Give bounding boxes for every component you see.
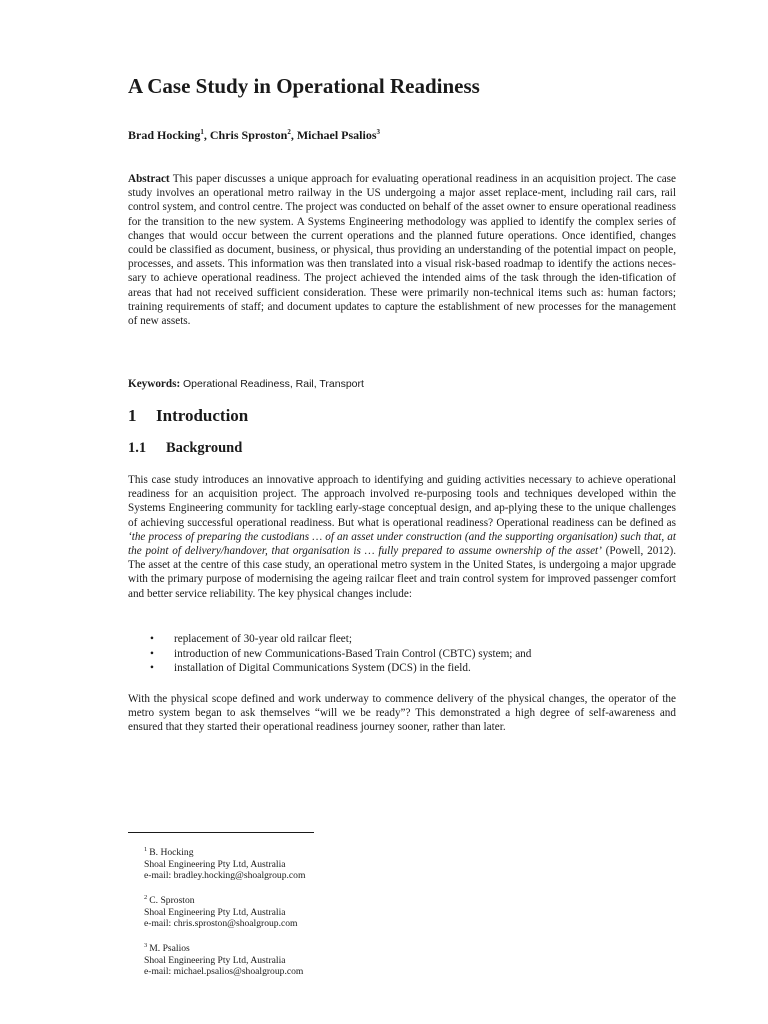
abstract [128, 172, 676, 328]
author-footnote-mark: 3 [376, 128, 380, 136]
abstract-label: Abstract [128, 173, 170, 185]
footnote-affiliation: Shoal Engineering Pty Ltd, Australia [144, 906, 286, 918]
bullet-symbol: • [150, 633, 154, 645]
keywords-value: Operational Readiness, Rail, Transport [183, 378, 364, 390]
author-footnote-mark: 2 [287, 128, 291, 136]
list-item [150, 661, 670, 676]
physical-changes-list [150, 632, 670, 676]
section-number: 1 [128, 406, 137, 425]
footnotes [144, 844, 305, 988]
footnote [144, 892, 305, 930]
subsection-number: 1.1 [128, 440, 147, 456]
footnote-email: e-mail: michael.psalios@shoalgroup.com [144, 966, 304, 978]
subsection-heading-background [128, 440, 242, 457]
bullet-symbol: • [150, 647, 154, 660]
abstract-text: This paper discusses a unique approach for evaluating operational readiness in an acquisition project. The case study involves an operational metro railway in the US undergoing a major asset replace-ment, including rail cars, rail control system, and control centre. The project was conducted on behalf of the asset owner to ensure operational readiness for the transition to the new system. A Systems Engineering methodology was applied to identify the complex series of changes that would occur between the current operations and the planned future operations. Once identified, changes could be classified as document, business, or physical, thus providing an understanding of the potential impact on people, processes, and assets. This information was then translated into a visual risk-based roadmap to identify the actions neces-sary to achieve operational readiness. The project achieved the intended aims of the task through the iden-tification of areas that had not received sufficient consideration. These were primarily non-technical items such as: human factors; training requirements of staff; and document updates to capture the establishment of new processes for the management of new assets. [128, 173, 676, 328]
footnote-name: B. Hocking [149, 847, 194, 859]
footnote-affiliation: Shoal Engineering Pty Ltd, Australia [144, 954, 286, 966]
footnote-mark: 2 [144, 893, 148, 901]
section-title: Introduction [156, 406, 249, 425]
author-list [128, 128, 380, 143]
list-item-text: replacement of 30-year old railcar fleet; [174, 633, 352, 645]
author-name: Michael Psalios [296, 128, 377, 142]
bullet-symbol: • [150, 662, 154, 675]
footnote-email: e-mail: bradley.hocking@shoalgroup.com [144, 870, 306, 882]
footnote-mark: 3 [144, 941, 148, 949]
author-name: Chris Sproston [209, 128, 288, 142]
author-separator: , [290, 128, 297, 142]
footnote-name: M. Psalios [149, 943, 190, 955]
footnote-mark: 1 [144, 846, 148, 853]
list-item [150, 647, 670, 662]
background-paragraph [128, 473, 676, 601]
footnote-affiliation: Shoal Engineering Pty Ltd, Australia [144, 858, 286, 870]
footnote-name: C. Sproston [149, 895, 195, 907]
list-item-text: installation of Digital Communications System (DCS) in the field. [174, 662, 471, 675]
paragraph-text: This case study introduces an innovative approach to identifying and guiding activities necessary to achieve operational readiness for an acquisition project. The approach involved re-purposing tools and techniques developed within the Systems Engineering community for tackling early-stage conceptual design, and ap-plying these to the unique challenges of achieving successful operational readiness. But what is operational readiness? Operational readiness can be defined as [128, 474, 676, 529]
paper-title: A Case Study in Operational Readiness [128, 74, 480, 98]
footnote-divider [128, 832, 314, 833]
definition-quote: ‘the process of preparing the custodians … of an asset under construction (and the supporting organisation) such that, at the point of delivery/handover, that organisation is … fully prepared to assume ownership of the asset’ [128, 530, 676, 558]
footnote [144, 940, 305, 978]
section-heading-introduction [128, 406, 248, 426]
list-item [150, 632, 670, 647]
author-name: Brad Hocking [128, 128, 201, 142]
footnote [144, 844, 305, 882]
keywords-label: Keywords: [128, 378, 181, 390]
keywords [128, 378, 364, 390]
list-item-text: introduction of new Communications-Based Train Control (CBTC) system; and [174, 647, 532, 660]
readiness-paragraph: With the physical scope defined and work underway to commence delivery of the physical changes, the operator of the metro system began to ask themselves “will we be ready”? This demonstrated a high degree of self-awareness and ensured that they started their operational readiness journey sooner, rather than later. [128, 693, 676, 734]
paragraph-text: (Powell, 2012). The asset at the centre of this case study, an operational metro system in the United States, is undergoing a major upgrade with the primary purpose of modernising the ageing railcar fleet and train control system for improved passenger comfort and better service reliability. The key physical changes include: [128, 545, 676, 600]
author-separator: , [203, 128, 210, 142]
author-footnote-mark: 1 [200, 128, 204, 136]
footnote-email: e-mail: chris.sproston@shoalgroup.com [144, 918, 298, 930]
subsection-title: Background [166, 440, 243, 456]
